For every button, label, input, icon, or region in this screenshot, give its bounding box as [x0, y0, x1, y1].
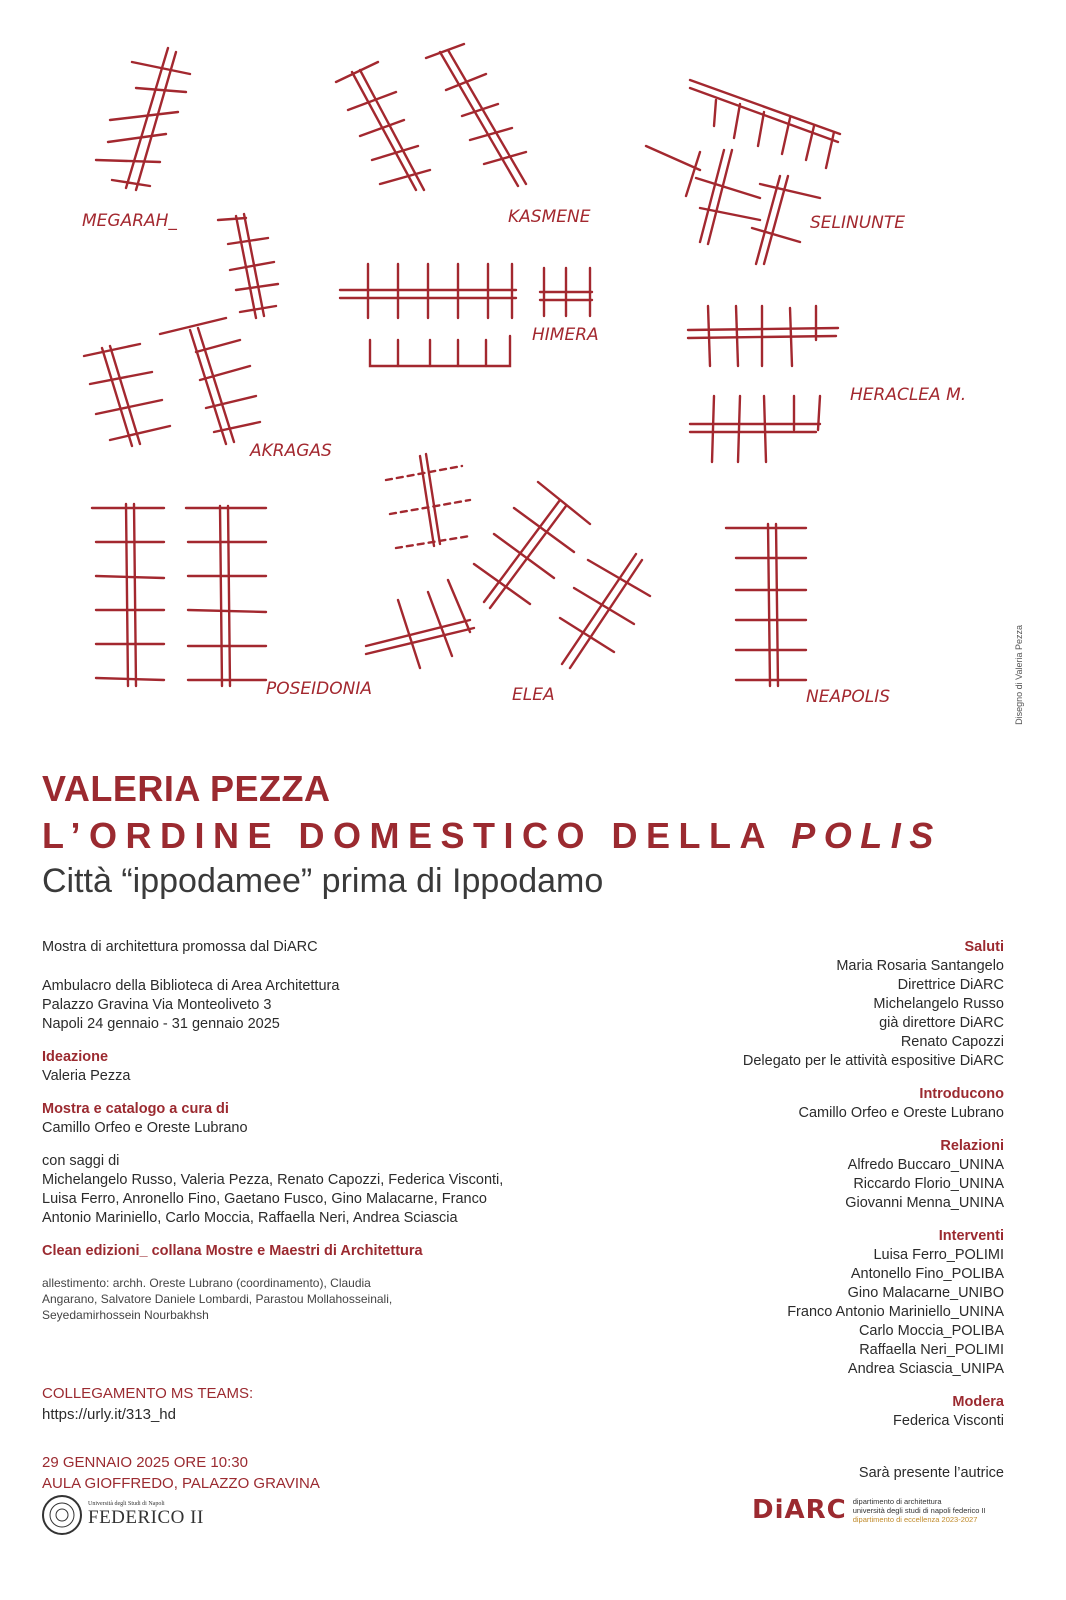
kasmene-plan — [336, 44, 526, 190]
exhibition-dates: Napoli 24 gennaio - 31 gennaio 2025 — [42, 1016, 280, 1032]
program-column — [584, 938, 1004, 1431]
curatori-heading: Mostra e catalogo a cura di — [42, 1101, 229, 1117]
main-title: L’ORDINE DOMESTICO DELLA POLIS — [42, 815, 942, 856]
author-presence-note: Sarà presente l’autrice — [858, 1465, 1004, 1481]
subtitle: Città “ippodamee” prima di Ippodamo — [42, 862, 604, 900]
intervento-2: Antonello Fino_POLIBA — [850, 1266, 1004, 1282]
relazione-1: Alfredo Buccaro_UNINA — [847, 1157, 1004, 1173]
drawing-label-kasmene: KASMENE — [508, 207, 591, 227]
drawing-label-akragas: AKRAGAS — [250, 441, 332, 461]
relazioni-heading: Relazioni — [940, 1138, 1004, 1154]
drawing-label-neapolis: NEAPOLIS — [806, 687, 890, 707]
heraclea-plan — [688, 306, 838, 462]
allestimento-line-1: allestimento: archh. Oreste Lubrano (coordinamento), Claudia — [42, 1276, 371, 1290]
author-title: VALERIA PEZZA — [42, 768, 331, 809]
event-block — [42, 1452, 320, 1494]
saluti-role-1: Direttrice DiARC — [897, 977, 1004, 993]
university-seal-icon — [42, 1495, 82, 1535]
teams-heading: COLLEGAMENTO MS TEAMS: — [42, 1385, 254, 1402]
saluti-name-1: Maria Rosaria Santangelo — [836, 958, 1004, 974]
saggi-line-2: Luisa Ferro, Anronello Fino, Gaetano Fusco, Gino Malacarne, Franco — [42, 1191, 487, 1207]
megara-plan — [96, 48, 190, 190]
modera-name: Federica Visconti — [893, 1413, 1004, 1429]
poseidonia-plan — [92, 504, 266, 686]
drawing-label-megara: MEGARAH_ — [82, 211, 177, 231]
drawing-label-selinunte: SELINUNTE — [810, 213, 906, 233]
intervento-7: Andrea Sciascia_UNIPA — [847, 1361, 1004, 1377]
selinunte-plan — [646, 80, 840, 264]
intervento-3: Gino Malacarne_UNIBO — [847, 1285, 1004, 1301]
modera-heading: Modera — [952, 1394, 1004, 1410]
allestimento-line-2: Angarano, Salvatore Daniele Lombardi, Parastou Mollahosseinali, — [42, 1292, 393, 1306]
diarc-logo — [752, 1495, 986, 1525]
intervento-1: Luisa Ferro_POLIMI — [873, 1247, 1004, 1263]
saluti-role-2: già direttore DiARC — [879, 1015, 1004, 1031]
intervento-4: Franco Antonio Mariniello_UNINA — [787, 1304, 1004, 1320]
federico-big-text: FEDERICO II — [88, 1507, 204, 1528]
venue-line-2: Palazzo Gravina Via Monteoliveto 3 — [42, 997, 272, 1013]
drawing-label-elea: ELEA — [512, 685, 555, 705]
saggi-line-3: Antonio Mariniello, Carlo Moccia, Raffaella Neri, Andrea Sciascia — [42, 1210, 458, 1226]
saluti-role-3: Delegato per le attività espositive DiARC — [742, 1053, 1004, 1069]
drawing-credit: Disegno di Valeria Pezza — [1014, 625, 1024, 725]
teams-block — [42, 1383, 253, 1425]
allestimento-line-3: Seyedamirhossein Nourbakhsh — [42, 1308, 209, 1322]
ideazione-name: Valeria Pezza — [42, 1068, 131, 1084]
diarc-line-3: dipartimento di eccellenza 2023-2027 — [852, 1514, 978, 1524]
introducono-names: Camillo Orfeo e Oreste Lubrano — [798, 1105, 1004, 1121]
interventi-heading: Interventi — [938, 1228, 1004, 1244]
editore-heading: Clean edizioni_ collana Mostre e Maestri di Architettura — [42, 1243, 423, 1259]
drawing-label-himera: HIMERA — [532, 325, 599, 345]
saggi-line-1: Michelangelo Russo, Valeria Pezza, Renato Capozzi, Federica Visconti, — [42, 1172, 504, 1188]
diarc-line-1: dipartimento di architettura — [852, 1496, 942, 1506]
event-date: 29 GENNAIO 2025 ORE 10:30 — [42, 1454, 248, 1471]
elea-plan — [366, 482, 650, 668]
saluti-name-3: Renato Capozzi — [900, 1034, 1004, 1050]
introducono-heading: Introducono — [919, 1086, 1004, 1102]
neapolis-plan — [726, 524, 806, 686]
elea-dashed-plan — [386, 454, 470, 548]
federico-ii-logo — [42, 1495, 204, 1535]
akragas-plan — [84, 318, 260, 446]
diarc-wordmark: DiARC — [752, 1495, 847, 1525]
city-plans-drawing — [0, 0, 1066, 740]
saggi-heading: con saggi di — [42, 1153, 120, 1169]
ideazione-heading: Ideazione — [42, 1049, 109, 1065]
left-info-column — [42, 938, 522, 1323]
federico-small-text: Università degli Studi di Napoli — [88, 1501, 165, 1507]
curatori-names: Camillo Orfeo e Oreste Lubrano — [42, 1120, 248, 1136]
saluti-name-2: Michelangelo Russo — [873, 996, 1004, 1012]
event-place: AULA GIOFFREDO, PALAZZO GRAVINA — [42, 1475, 320, 1492]
teams-link[interactable]: https://urly.it/313_hd — [42, 1406, 176, 1423]
diarc-line-2: università degli studi di napoli federico II — [852, 1505, 986, 1515]
saluti-heading: Saluti — [964, 939, 1004, 955]
promo-text: Mostra di architettura promossa dal DiARC — [42, 939, 318, 955]
intervento-5: Carlo Moccia_POLIBA — [858, 1323, 1004, 1339]
drawing-label-heraclea: HERACLEA M. — [850, 385, 967, 405]
small-grid-plan — [218, 214, 278, 318]
intervento-6: Raffaella Neri_POLIMI — [859, 1342, 1004, 1358]
venue-line-1: Ambulacro della Biblioteca di Area Architettura — [42, 978, 340, 994]
relazione-3: Giovanni Menna_UNINA — [845, 1195, 1004, 1211]
drawing-label-poseidonia: POSEIDONIA — [266, 679, 373, 699]
himera-plan — [340, 264, 592, 366]
relazione-2: Riccardo Florio_UNINA — [853, 1176, 1004, 1192]
